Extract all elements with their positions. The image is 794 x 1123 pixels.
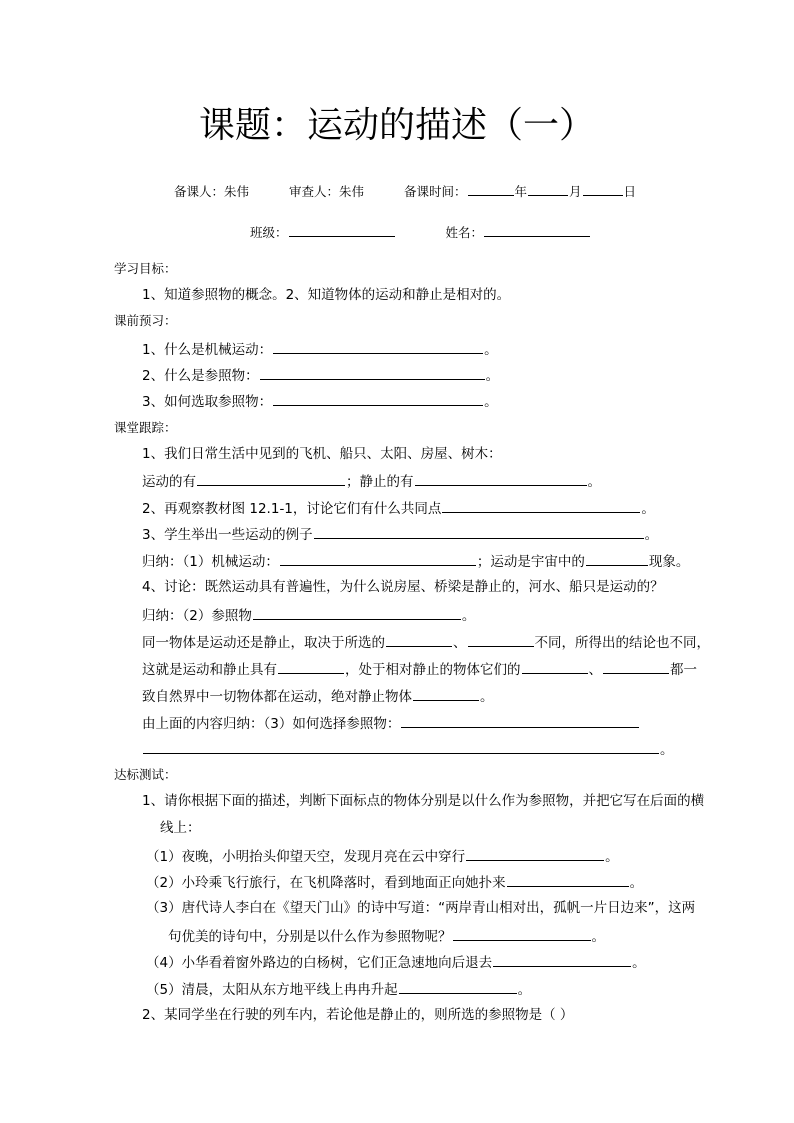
classroom-l11: [142, 712, 640, 734]
classroom-l8-text: 同一物体是运动还是静止，取决于所选的: [142, 635, 385, 651]
period: 。: [480, 689, 494, 705]
test-s3b-text: 句优美的诗句中，分别是以什么作为参照物呢？: [168, 929, 452, 945]
preparer-name: 朱伟: [224, 184, 250, 199]
classroom-l4-text: 3、学生举出一些运动的例子: [142, 527, 313, 543]
period: 。: [629, 875, 644, 891]
preview-q1-text: 1、什么是机械运动：: [142, 342, 273, 358]
test-s4-text: （4）小华看着窗外路边的白杨树，它们正急速地向后退去: [146, 955, 493, 971]
preview-q3-text: 3、如何选取参照物：: [142, 394, 273, 410]
reviewer-name: 朱伟: [339, 184, 365, 199]
test-s5-text: （5）清晨，太阳从东方地平线上冉冉升起: [146, 982, 398, 998]
objectives-text: 1、知道参照物的概念。2、知道物体的运动和静止是相对的。: [142, 287, 511, 303]
test-q1b: 线上：: [160, 820, 201, 836]
classroom-l5: [142, 550, 689, 572]
year-label: 年: [514, 184, 528, 199]
classroom-l6: 4、讨论：既然运动具有普遍性，为什么说房屋、桥梁是静止的，河水、船只是运动的？: [142, 579, 664, 595]
time-label: 备课时间：: [404, 184, 467, 199]
classroom-l3: [142, 497, 655, 519]
classroom-l9-end: 都一: [670, 662, 697, 678]
universe-text: ；运动是宇宙中的: [476, 554, 585, 570]
class-label: 班级：: [250, 225, 288, 240]
classroom-l10-text: 致自然界中一切物体都在运动，绝对静止物体: [142, 689, 412, 705]
classroom-l1: 1、我们日常生活中见到的飞机、船只、太阳、房屋、树木：: [142, 446, 502, 462]
preview-q2-blank[interactable]: [260, 364, 485, 380]
day-blank[interactable]: [583, 180, 623, 196]
comma: 、: [588, 662, 602, 678]
name-blank[interactable]: [484, 221, 590, 237]
relativity-blank[interactable]: [278, 658, 344, 674]
selected-blank-1[interactable]: [386, 631, 452, 647]
classroom-l2: [142, 470, 601, 492]
period: 。: [484, 394, 498, 410]
header-info: [174, 180, 636, 202]
same-blank-1[interactable]: [522, 658, 588, 674]
period: 。: [644, 527, 659, 543]
test-s2-blank[interactable]: [507, 871, 629, 887]
summary-2-label: 归纳：（2）参照物: [142, 608, 252, 624]
comma: 、: [453, 635, 467, 651]
month-blank[interactable]: [528, 180, 568, 196]
reference-blank[interactable]: [253, 604, 461, 620]
phenomenon-text: 现象。: [648, 554, 690, 570]
period: 。: [591, 929, 605, 945]
test-q1a: 1、请你根据下面的描述，判断下面标点的物体分别是以什么作为参照物，并把它写在后面的横: [142, 793, 705, 809]
test-s1: [146, 845, 619, 867]
period: 。: [461, 608, 476, 624]
test-s1-blank[interactable]: [466, 845, 604, 861]
name-label: 姓名：: [445, 225, 483, 240]
period: 。: [605, 849, 619, 865]
classroom-l9-mid: ，处于相对静止的物体它们的: [345, 662, 521, 678]
phenomenon-blank[interactable]: [586, 550, 648, 566]
static-blank[interactable]: [415, 470, 587, 486]
test-s5-blank[interactable]: [399, 978, 517, 994]
preview-q3-blank[interactable]: [273, 390, 483, 406]
preview-q2-text: 2、什么是参照物：: [142, 368, 259, 384]
classroom-l9: [142, 658, 697, 680]
choose-reference-blank-2[interactable]: [143, 738, 659, 754]
reviewer-label: 审查人：: [289, 184, 340, 199]
period: 。: [484, 342, 498, 358]
preview-heading: 课前预习：: [114, 313, 177, 328]
classroom-l12: [142, 738, 674, 760]
period: 。: [517, 982, 532, 998]
year-blank[interactable]: [468, 180, 514, 196]
test-s2-text: （2）小玲乘飞行旅行，在飞机降落时，看到地面正向她扑来: [146, 875, 506, 891]
classroom-heading: 课堂跟踪：: [114, 420, 177, 435]
class-blank[interactable]: [289, 221, 395, 237]
test-s2: [146, 871, 643, 893]
test-s3-blank[interactable]: [453, 925, 591, 941]
preview-q1-blank[interactable]: [273, 338, 483, 354]
period: 。: [485, 368, 500, 384]
absolute-static-blank[interactable]: [413, 685, 479, 701]
test-s5: [146, 978, 531, 1000]
examples-blank[interactable]: [314, 523, 644, 539]
test-s4: [146, 951, 646, 973]
test-s3b: [168, 925, 605, 947]
classroom-l4: [142, 523, 658, 545]
preparer-label: 备课人：: [174, 184, 225, 199]
period: 。: [587, 474, 601, 490]
moving-label: 运动的有: [142, 474, 196, 490]
period: 。: [660, 742, 674, 758]
test-heading: 达标测试：: [114, 767, 177, 782]
summary-3-label: 由上面的内容归纳：（3）如何选择参照物：: [142, 716, 401, 732]
moving-blank[interactable]: [197, 470, 345, 486]
mechanical-motion-blank[interactable]: [280, 550, 476, 566]
summary-1-label: 归纳：（1）机械运动：: [142, 554, 279, 570]
classroom-l3-text: 2、再观察教材图 12.1-1，讨论它们有什么共同点: [142, 501, 442, 517]
classroom-l8-end: 不同，所得出的结论也不同，: [534, 635, 710, 651]
preview-q1: [142, 338, 498, 360]
test-s1-text: （1）夜晚，小明抬头仰望天空，发现月亮在云中穿行: [146, 849, 466, 865]
preview-q2: [142, 364, 499, 386]
month-label: 月: [569, 184, 582, 199]
classroom-l9-text: 这就是运动和静止具有: [142, 662, 277, 678]
static-label: ；静止的有: [346, 474, 414, 490]
preview-q3: [142, 390, 498, 412]
selected-blank-2[interactable]: [468, 631, 534, 647]
classroom-l7: [142, 604, 475, 626]
classroom-l8: [142, 631, 710, 653]
choose-reference-blank[interactable]: [401, 712, 639, 728]
classroom-l10: [142, 685, 494, 707]
day-label: 日: [623, 184, 637, 199]
period: 。: [632, 955, 646, 971]
same-blank-2[interactable]: [603, 658, 669, 674]
common-point-blank[interactable]: [442, 497, 640, 513]
period: 。: [641, 501, 655, 517]
test-s4-blank[interactable]: [493, 951, 631, 967]
page-title: 课题：运动的描述（一）: [198, 105, 595, 146]
objectives-heading: 学习目标：: [114, 261, 177, 276]
test-s3a: （3）唐代诗人李白在《望天门山》的诗中写道：“两岸青山相对出，孤帆一片日边来”，这两: [146, 900, 696, 916]
test-q2: 2、某同学坐在行驶的列车内，若论他是静止的，则所选的参照物是（ ）: [142, 1007, 574, 1023]
class-name-line: [250, 221, 591, 243]
